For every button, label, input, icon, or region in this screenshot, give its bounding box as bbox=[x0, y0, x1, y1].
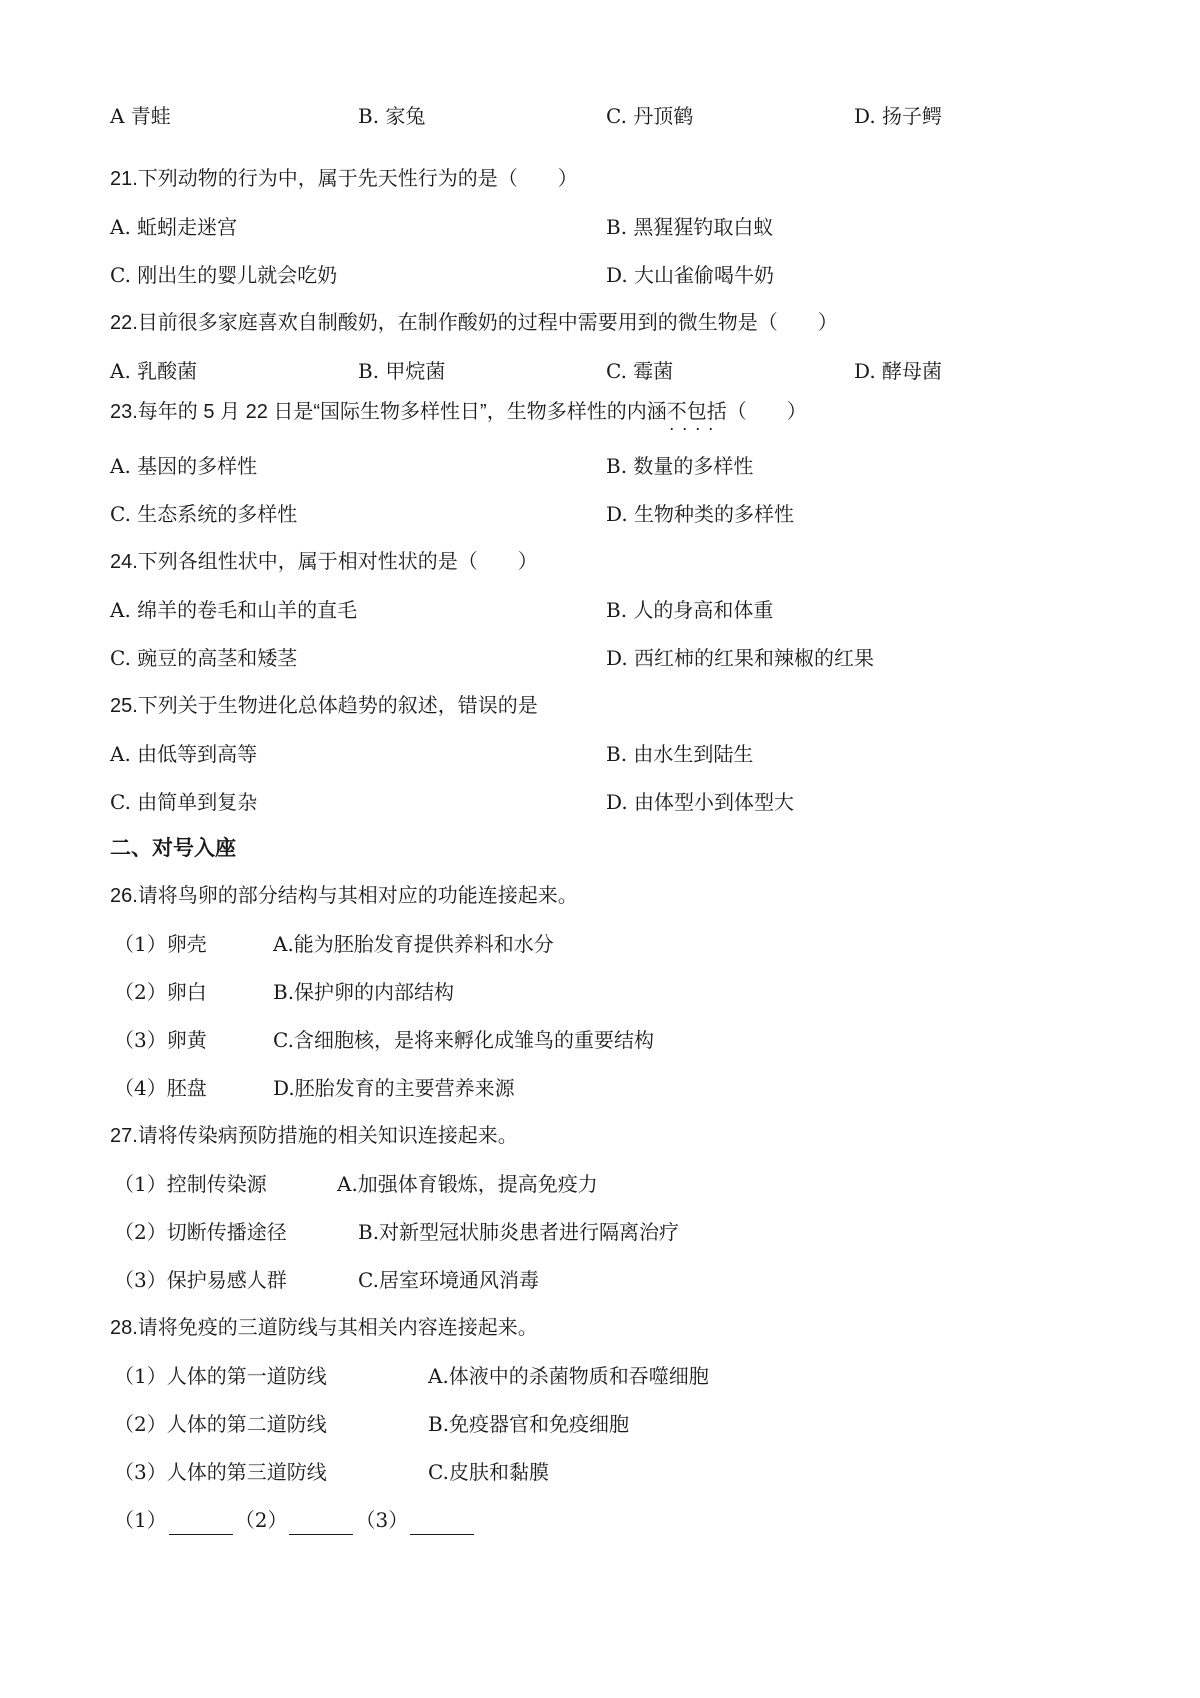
q22-stem bbox=[0, 308, 1200, 338]
q25-option-b: B. 由水生到陆生 bbox=[606, 742, 754, 766]
q20-option-b: B. 家兔 bbox=[358, 104, 426, 128]
q21-option-a: A. 蚯蚓走迷宫 bbox=[110, 215, 238, 239]
q23-stem-after: （ ） bbox=[726, 401, 807, 423]
q25-option-a: A. 由低等到高等 bbox=[110, 742, 258, 766]
q21-option-c: C. 刚出生的婴儿就会吃奶 bbox=[110, 263, 338, 287]
q20-option-c: C. 丹顶鹤 bbox=[606, 104, 694, 128]
q20-options bbox=[0, 101, 1200, 131]
q23-stem-before: 23.每年的 5 月 22 日是“国际生物多样性日”，生物多样性的内涵 bbox=[110, 401, 667, 423]
q28-row-3 bbox=[0, 1457, 1200, 1487]
q21-options-row1 bbox=[0, 212, 1200, 242]
q28-right-b: B.免疫器官和免疫细胞 bbox=[428, 1412, 630, 1436]
q24-options-row1 bbox=[0, 595, 1200, 625]
q23-stem-text bbox=[110, 397, 807, 427]
section2-title: 二、对号入座 bbox=[110, 836, 236, 860]
q23-options-row1 bbox=[0, 451, 1200, 481]
q26-row-3 bbox=[0, 1025, 1200, 1055]
q28-stem bbox=[0, 1313, 1200, 1343]
q24-stem bbox=[0, 547, 1200, 577]
q23-option-b: B. 数量的多样性 bbox=[606, 454, 754, 478]
q24-option-b: B. 人的身高和体重 bbox=[606, 598, 774, 622]
q23-option-a: A. 基因的多样性 bbox=[110, 454, 258, 478]
q23-emphasis-not-include: 不包括 · · · · bbox=[667, 397, 727, 427]
q21-options-row2 bbox=[0, 260, 1200, 290]
q27-stem bbox=[0, 1121, 1200, 1151]
q24-stem-text: 24.下列各组性状中，属于相对性状的是（ ） bbox=[110, 551, 538, 573]
q26-right-c: C.含细胞核，是将来孵化成雏鸟的重要结构 bbox=[273, 1028, 654, 1052]
q21-option-d: D. 大山雀偷喝牛奶 bbox=[606, 263, 775, 287]
q24-options-row2 bbox=[0, 643, 1200, 673]
q26-left-1: （1）卵壳 bbox=[114, 932, 207, 956]
q28-row-2 bbox=[0, 1409, 1200, 1439]
q23-options-row2 bbox=[0, 499, 1200, 529]
section2-heading bbox=[0, 833, 1200, 863]
q26-right-d: D.胚胎发育的主要营养来源 bbox=[273, 1076, 515, 1100]
q28-answer-label-3: （3） bbox=[355, 1508, 409, 1532]
q26-row-2 bbox=[0, 977, 1200, 1007]
q28-left-1: （1）人体的第一道防线 bbox=[114, 1364, 327, 1388]
q27-right-b: B.对新型冠状肺炎患者进行隔离治疗 bbox=[358, 1220, 680, 1244]
q25-options-row2 bbox=[0, 787, 1200, 817]
q25-stem bbox=[0, 691, 1200, 721]
q27-right-a: A.加强体育锻炼，提高免疫力 bbox=[337, 1172, 598, 1196]
q26-row-4 bbox=[0, 1073, 1200, 1103]
q24-option-a: A. 绵羊的卷毛和山羊的直毛 bbox=[110, 598, 358, 622]
q25-option-d: D. 由体型小到体型大 bbox=[606, 790, 795, 814]
q21-option-b: B. 黑猩猩钓取白蚁 bbox=[606, 215, 774, 239]
q28-answer-blank-2[interactable] bbox=[289, 1514, 353, 1535]
q25-options-row1 bbox=[0, 739, 1200, 769]
q20-option-d: D. 扬子鳄 bbox=[854, 104, 943, 128]
q26-row-1 bbox=[0, 929, 1200, 959]
q28-answer-blank-1[interactable] bbox=[169, 1514, 233, 1535]
q21-stem-text: 21.下列动物的行为中，属于先天性行为的是（ ） bbox=[110, 168, 578, 190]
q27-left-3: （3）保护易感人群 bbox=[114, 1268, 287, 1292]
q28-answer-label-2: （2） bbox=[234, 1508, 288, 1532]
q28-answer-row bbox=[0, 1505, 1200, 1535]
q22-option-c: C. 霉菌 bbox=[606, 359, 674, 383]
q26-right-b: B.保护卵的内部结构 bbox=[273, 980, 455, 1004]
q22-option-d: D. 酵母菌 bbox=[854, 359, 943, 383]
q26-stem-text: 26.请将鸟卵的部分结构与其相对应的功能连接起来。 bbox=[110, 885, 578, 907]
q26-left-4: （4）胚盘 bbox=[114, 1076, 207, 1100]
q28-row-1 bbox=[0, 1361, 1200, 1391]
q26-left-2: （2）卵白 bbox=[114, 980, 207, 1004]
q26-stem bbox=[0, 881, 1200, 911]
q22-option-b: B. 甲烷菌 bbox=[358, 359, 446, 383]
q24-option-d: D. 西红柿的红果和辣椒的红果 bbox=[606, 646, 875, 670]
q28-left-3: （3）人体的第三道防线 bbox=[114, 1460, 327, 1484]
q27-row-2 bbox=[0, 1217, 1200, 1247]
q27-right-c: C.居室环境通风消毒 bbox=[358, 1268, 539, 1292]
q21-stem bbox=[0, 164, 1200, 194]
q28-left-2: （2）人体的第二道防线 bbox=[114, 1412, 327, 1436]
q28-answer-blanks bbox=[114, 1505, 476, 1535]
q23-option-c: C. 生态系统的多样性 bbox=[110, 502, 298, 526]
q28-answer-blank-3[interactable] bbox=[410, 1514, 474, 1535]
q28-answer-label-1: （1） bbox=[114, 1508, 167, 1532]
q23-option-d: D. 生物种类的多样性 bbox=[606, 502, 795, 526]
q26-left-3: （3）卵黄 bbox=[114, 1028, 207, 1052]
q25-option-c: C. 由简单到复杂 bbox=[110, 790, 258, 814]
q27-stem-text: 27.请将传染病预防措施的相关知识连接起来。 bbox=[110, 1125, 518, 1147]
q26-right-a: A.能为胚胎发育提供养料和水分 bbox=[273, 932, 554, 956]
q27-row-3 bbox=[0, 1265, 1200, 1295]
q20-option-a: A 青蛙 bbox=[110, 104, 171, 128]
q24-option-c: C. 豌豆的高茎和矮茎 bbox=[110, 646, 298, 670]
q28-right-a: A.体液中的杀菌物质和吞噬细胞 bbox=[428, 1364, 709, 1388]
q27-row-1 bbox=[0, 1169, 1200, 1199]
q27-left-1: （1）控制传染源 bbox=[114, 1172, 267, 1196]
q22-options bbox=[0, 356, 1200, 386]
q27-left-2: （2）切断传播途径 bbox=[114, 1220, 287, 1244]
q22-option-a: A. 乳酸菌 bbox=[110, 359, 198, 383]
q25-stem-text: 25.下列关于生物进化总体趋势的叙述，错误的是 bbox=[110, 695, 538, 717]
q23-stem bbox=[0, 397, 1200, 427]
q28-stem-text: 28.请将免疫的三道防线与其相关内容连接起来。 bbox=[110, 1317, 538, 1339]
q22-stem-text: 22.目前很多家庭喜欢自制酸奶，在制作酸奶的过程中需要用到的微生物是（ ） bbox=[110, 312, 838, 334]
q28-right-c: C.皮肤和黏膜 bbox=[428, 1460, 549, 1484]
